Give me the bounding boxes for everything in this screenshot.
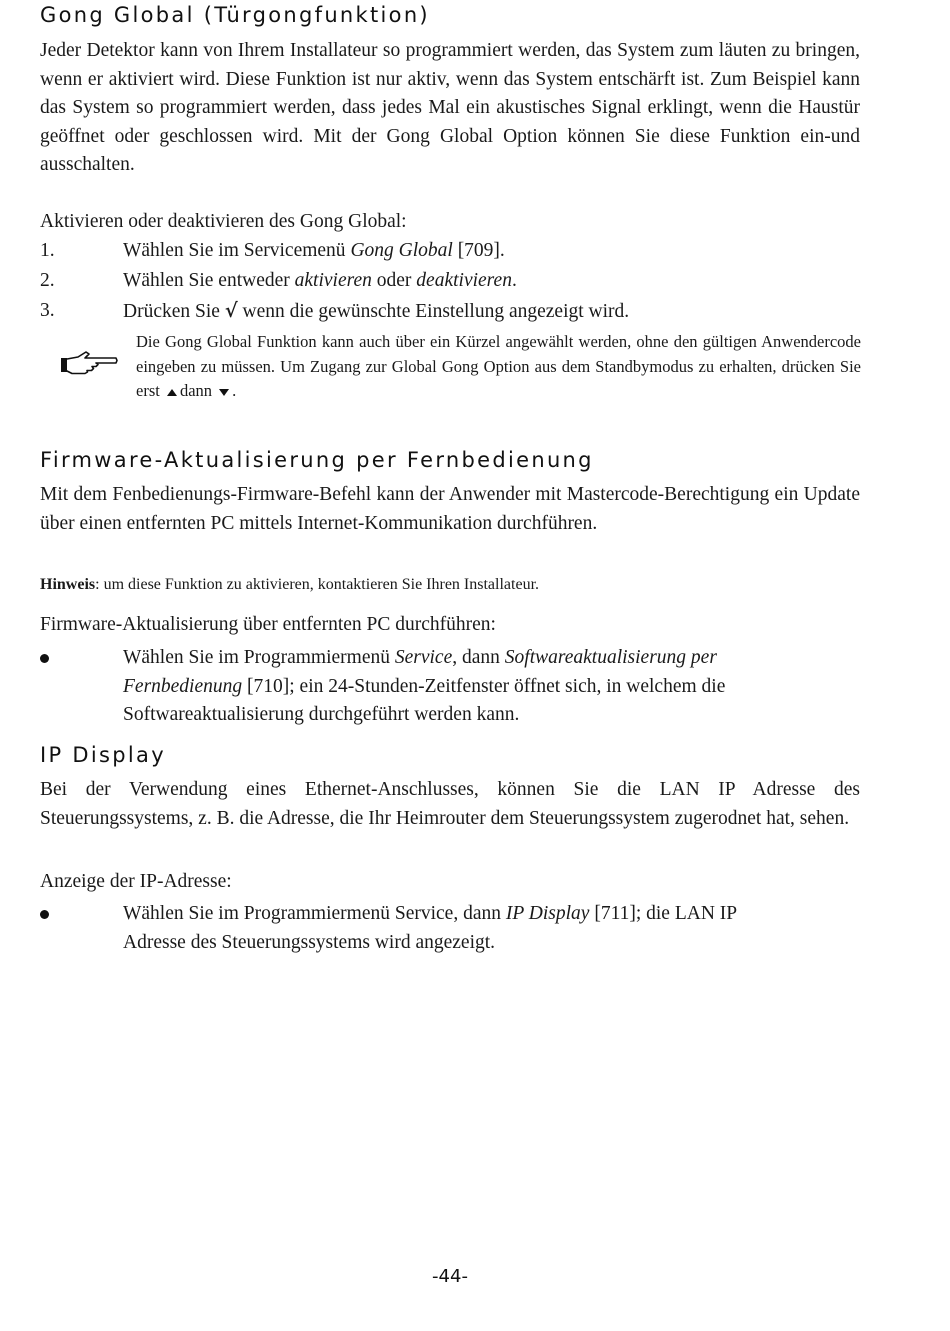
section-title-gong-global: Gong Global (Türgongfunktion) [40, 3, 430, 27]
check-key-icon: √ [224, 299, 238, 322]
ip-steps-intro: Anzeige der IP-Adresse: [40, 871, 232, 892]
gong-steps-intro: Aktivieren oder deaktivieren des Gong Global: [40, 211, 407, 232]
step-text: Wählen Sie entweder aktivieren oder deaktivieren. [123, 270, 517, 291]
section-title-firmware: Firmware-Aktualisierung per Fernbedienung [40, 448, 594, 472]
firmware-steps-intro: Firmware-Aktualisierung über entfernten PC durchführen: [40, 614, 496, 635]
step-number: 1. [40, 240, 55, 261]
firmware-description-paragraph: Mit dem Fenbedienungs-Firmware-Befehl kann der Anwender mit Mastercode-Berechtigung ein Update über einen entfernten PC mittels Internet-Kommunikation durchführen. [40, 484, 860, 534]
firmware-bullet-text: Wählen Sie im Programmiermenü Service, dann Softwareaktualisierung per Fernbedienung [710]; ein 24-Stunden-Zeitfenster öffnet sich, in welchem die Softwareaktualisierung durchgeführt werden kann. [123, 647, 726, 725]
gong-shortcut-note: Die Gong Global Funktion kann auch über ein Kürzel angewählt werden, ohne den gültigen Anwendercode eingeben zu müssen. Um Zugang zur Global Gong Option aus dem Standbymodus zu erhalten, drücken Sie erst dann . [136, 332, 861, 400]
step-number: 3. [40, 300, 55, 321]
step-number: 2. [40, 270, 55, 291]
section-title-ip-display: IP Display [40, 743, 166, 767]
bullet-dot [40, 654, 49, 663]
pointing-hand-icon [60, 348, 120, 378]
page-number: -44- [432, 1266, 468, 1287]
gong-description-paragraph: Jeder Detektor kann von Ihrem Installateur so programmiert werden, das System zum läuten zu bringen, wenn er aktiviert wird. Diese Funktion ist nur aktiv, wenn das System entschärft ist. Zum Beispiel kann das System so programmiert werden, dass jedes Mal ein akustisches Signal erklingt, wenn die Haustür geöffnet oder geschlossen wird. Mit der Gong Global Option können Sie diese Funktion ein-und ausschalten. [40, 40, 860, 175]
step-text: Drücken Sie √ wenn die gewünschte Einstellung angezeigt wird. [123, 299, 630, 322]
firmware-hint: Hinweis: um diese Funktion zu aktivieren, kontaktieren Sie Ihren Installateur. [40, 576, 540, 593]
arrow-down-key-icon [219, 389, 229, 396]
ip-bullet-text: Wählen Sie im Programmiermenü Service, dann IP Display [711]; die LAN IP Adresse des Steuerungssystems wird angezeigt. [123, 903, 737, 953]
bullet-dot [40, 910, 49, 919]
arrow-up-key-icon [167, 389, 177, 396]
step-text: Wählen Sie im Servicemenü Gong Global [709]. [123, 240, 505, 261]
ip-description-paragraph: Bei der Verwendung eines Ethernet-Anschlusses, können Sie die LAN IP Adresse des Steuerungssystems, z. B. die Adresse, die Ihr Heimrouter dem Steuerungssystem zugerodnet hat, sehen. [40, 779, 860, 829]
